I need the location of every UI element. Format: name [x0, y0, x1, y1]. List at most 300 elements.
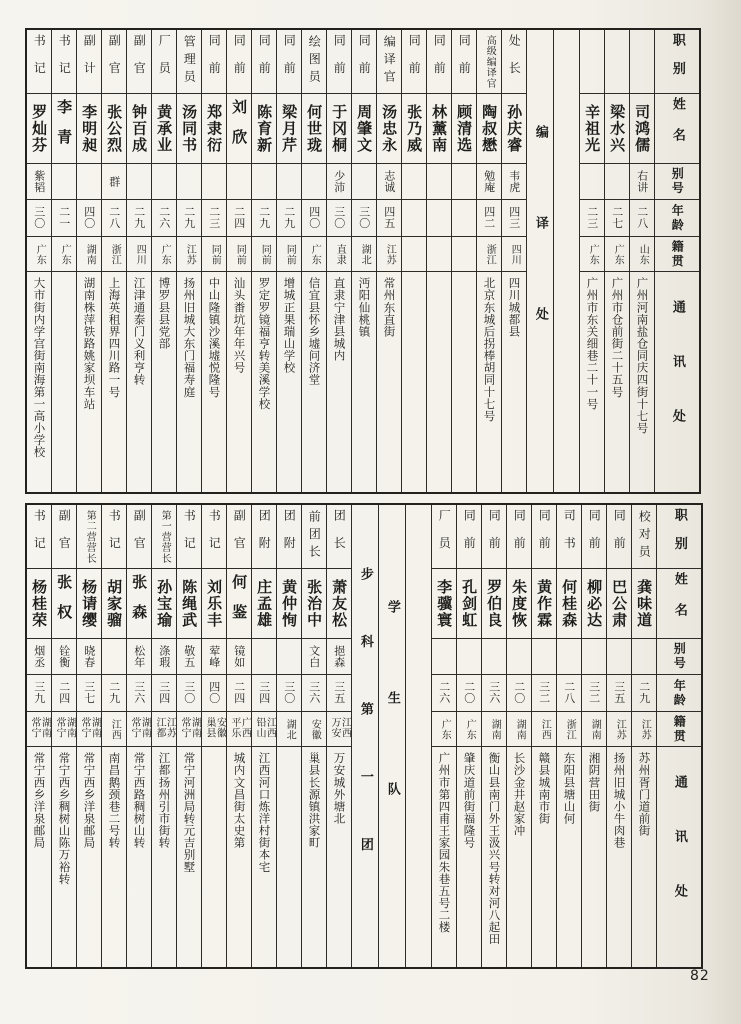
address-cell: [557, 747, 581, 967]
alias-cell: [202, 164, 226, 200]
address-text: 直隶宁津县城内: [332, 277, 347, 362]
position-label: 同前: [512, 508, 527, 565]
position-label: 同前: [537, 508, 552, 565]
name-cell: [502, 94, 526, 164]
position-cell: [202, 505, 226, 569]
alias-cell: [477, 164, 501, 200]
native-place-text: 湖南常宁: [54, 717, 76, 738]
name-cell: [102, 94, 126, 164]
native-place-text: 广东: [464, 718, 476, 740]
address-text: 广州河南盐仓同庆四街十七号: [635, 277, 650, 434]
name-cell: [605, 94, 629, 164]
age-text: 二四: [232, 681, 246, 705]
alias-cell: [102, 164, 126, 200]
native-place-text: 湖北: [359, 243, 371, 265]
alias-cell: [557, 639, 581, 675]
alias-cell: [605, 164, 629, 200]
person-name: 柳必达: [585, 578, 604, 629]
person-name: 杨桂荣: [30, 578, 49, 629]
position-cell: [302, 30, 326, 94]
address-text: 湘阴营田街: [587, 752, 602, 813]
position-label: 同前: [407, 33, 422, 90]
native-place-cell: [252, 237, 276, 272]
age-cell: [482, 675, 506, 712]
age-text: 二八: [562, 681, 576, 705]
person-column: [252, 30, 277, 492]
native-place-cell: [502, 237, 526, 272]
address-text: 沔阳仙桃镇: [357, 277, 372, 338]
position-cell: [277, 505, 301, 569]
native-place-text: 浙江: [564, 718, 576, 740]
age-text: 三四: [157, 681, 171, 705]
alias-cell: [27, 639, 51, 675]
native-place-text: 湖南常宁: [179, 717, 201, 738]
native-place-text: 山东: [637, 243, 649, 265]
position-label: 管理员: [182, 35, 197, 88]
name-cell: [102, 569, 126, 639]
header-address-label: 通讯处: [669, 300, 685, 464]
age-text: 二六: [437, 681, 451, 705]
position-label: 同前: [432, 33, 447, 90]
address-text: 常宁西路稠树山转: [132, 752, 147, 849]
person-column: [477, 30, 502, 492]
native-place-text: 江西: [539, 718, 551, 740]
age-text: 二八: [635, 206, 649, 230]
section-divider-column: [379, 505, 406, 967]
position-label: 副官: [132, 508, 147, 565]
header-position-cell: [657, 505, 701, 569]
alias-cell: [582, 639, 606, 675]
native-place-cell: [202, 712, 226, 747]
native-place-cell: [352, 237, 376, 272]
position-cell: [605, 30, 629, 94]
person-name: 何鉴: [230, 573, 249, 634]
address-cell: [327, 272, 351, 492]
person-column: [227, 30, 252, 492]
person-column: [327, 30, 352, 492]
native-place-cell: [432, 712, 456, 747]
name-cell: [432, 569, 456, 639]
native-place-cell: [52, 712, 76, 747]
address-text: 城内文昌街太史第: [232, 752, 247, 849]
address-cell: [605, 272, 629, 492]
native-place-cell: [605, 237, 629, 272]
age-cell: [507, 675, 531, 712]
name-cell: [77, 94, 101, 164]
position-label: 前团长: [307, 510, 322, 563]
address-text: 广州市第四甫王家园朱巷五号二楼: [437, 752, 452, 934]
position-cell: [477, 30, 501, 94]
age-text: 二九: [107, 681, 121, 705]
address-text: 肇庆道前街福隆号: [462, 752, 477, 849]
person-column: [507, 505, 532, 967]
person-name: 杨请缨: [80, 578, 99, 629]
age-cell: [152, 200, 176, 237]
section-divider-column: [352, 505, 379, 967]
person-column: [452, 30, 477, 492]
address-text: 常宁西乡稠树山陈万裕转: [57, 752, 72, 885]
alias-cell: [580, 164, 604, 200]
native-place-text: 广西平乐: [229, 717, 251, 738]
native-place-cell: [402, 237, 426, 272]
alias-text: 涤瑕: [157, 644, 171, 669]
position-cell: [127, 505, 151, 569]
age-cell: [277, 675, 301, 712]
native-place-cell: [457, 712, 481, 747]
age-text: 三六: [132, 681, 146, 705]
position-cell: [630, 30, 654, 94]
name-cell: [27, 569, 51, 639]
native-place-text: 广东: [309, 243, 321, 265]
address-text: 东阳县塘山何: [562, 752, 577, 825]
position-cell: [52, 505, 76, 569]
age-cell: [227, 675, 251, 712]
person-column: [377, 30, 402, 492]
person-column: [102, 30, 127, 492]
alias-text: 挹森: [332, 644, 346, 669]
address-text: 扬州旧城小牛肉巷: [612, 752, 627, 849]
age-cell: [502, 200, 526, 237]
name-cell: [532, 569, 556, 639]
native-place-cell: [102, 237, 126, 272]
position-label: 同前: [232, 33, 247, 90]
alias-cell: [202, 639, 226, 675]
position-label: 副官: [107, 33, 122, 90]
position-label: 同前: [332, 33, 347, 90]
person-name: 孙庆睿: [505, 103, 524, 154]
name-cell: [477, 94, 501, 164]
age-text: 二八: [107, 206, 121, 230]
native-place-cell: [77, 237, 101, 272]
address-cell: [302, 747, 326, 967]
person-name: 李青: [55, 98, 74, 159]
person-name: 罗伯良: [485, 578, 504, 629]
age-cell: [202, 675, 226, 712]
age-cell: [632, 675, 656, 712]
alias-cell: [277, 164, 301, 200]
name-cell: [377, 94, 401, 164]
age-cell: [302, 200, 326, 237]
native-place-cell: [77, 712, 101, 747]
alias-text: 勉庵: [482, 169, 496, 194]
position-label: 书记: [207, 508, 222, 565]
native-place-cell: [202, 237, 226, 272]
position-cell: [27, 505, 51, 569]
address-cell: [532, 747, 556, 967]
age-text: 二六: [157, 206, 171, 230]
person-column: [457, 505, 482, 967]
position-label: 同前: [462, 508, 477, 565]
name-cell: [302, 569, 326, 639]
age-text: 四二: [482, 206, 496, 230]
age-cell: [327, 200, 351, 237]
age-cell: [202, 200, 226, 237]
age-cell: [77, 200, 101, 237]
person-name: 张公烈: [105, 103, 124, 154]
position-label: 高级编译官: [484, 34, 496, 89]
empty-cell: [554, 30, 579, 492]
alias-cell: [302, 639, 326, 675]
alias-cell: [177, 639, 201, 675]
address-cell: [377, 272, 401, 492]
age-cell: [327, 675, 351, 712]
alias-cell: [252, 639, 276, 675]
alias-cell: [127, 164, 151, 200]
person-name: 陶叔懋: [480, 103, 499, 154]
person-name: 林薰南: [430, 103, 449, 154]
position-cell: [302, 505, 326, 569]
age-text: 二〇: [512, 681, 526, 705]
position-cell: [607, 505, 631, 569]
header-column: [657, 505, 701, 967]
native-place-text: 江西万安: [329, 717, 351, 738]
position-cell: [152, 505, 176, 569]
header-address-cell: [657, 747, 701, 967]
alias-text: 晓春: [82, 644, 96, 669]
age-cell: [127, 675, 151, 712]
address-cell: [580, 272, 604, 492]
person-name: 孙宝瑜: [155, 578, 174, 629]
address-text: 扬州旧城大东门福寿庭: [182, 277, 197, 398]
alias-cell: [227, 164, 251, 200]
alias-text: 松年: [132, 644, 146, 669]
header-alias-cell: [655, 164, 699, 200]
person-column: [605, 30, 630, 492]
address-text: 江津通泰门义利亨转: [132, 277, 147, 386]
age-text: 二九: [637, 681, 651, 705]
address-text: 中山隆镇沙溪墟悦隆号: [207, 277, 222, 398]
alias-cell: [402, 164, 426, 200]
address-text: 江西河口炼洋村街本宅: [257, 752, 272, 873]
alias-cell: [102, 639, 126, 675]
age-cell: [457, 675, 481, 712]
age-cell: [452, 200, 476, 237]
position-label: 副官: [132, 33, 147, 90]
person-column: [582, 505, 607, 967]
age-text: 四五: [382, 206, 396, 230]
position-label: 团长: [332, 508, 347, 565]
age-text: 三四: [257, 681, 271, 705]
name-cell: [227, 94, 251, 164]
age-text: 三〇: [357, 206, 371, 230]
age-text: 三二: [587, 681, 601, 705]
alias-text: 紫韬: [32, 169, 46, 194]
position-cell: [427, 30, 451, 94]
person-name: 司鸿儒: [633, 103, 652, 154]
name-cell: [607, 569, 631, 639]
position-cell: [77, 30, 101, 94]
person-name: 梁水兴: [608, 103, 627, 154]
person-column: [302, 30, 327, 492]
age-cell: [102, 675, 126, 712]
person-name: 钟百成: [130, 103, 149, 154]
age-text: 四〇: [82, 206, 96, 230]
age-cell: [377, 200, 401, 237]
address-cell: [457, 747, 481, 967]
alias-cell: [632, 639, 656, 675]
person-name: 黄仲恂: [280, 578, 299, 629]
address-cell: [327, 747, 351, 967]
position-cell: [152, 30, 176, 94]
position-label: 同前: [207, 33, 222, 90]
alias-cell: [152, 164, 176, 200]
age-text: 三二: [537, 681, 551, 705]
age-text: 三六: [487, 681, 501, 705]
native-place-cell: [482, 712, 506, 747]
native-place-text: 湖南常宁: [79, 717, 101, 738]
position-cell: [227, 505, 251, 569]
name-cell: [52, 94, 76, 164]
native-place-cell: [327, 237, 351, 272]
person-column: [302, 505, 327, 967]
native-place-text: 湖南常宁: [129, 717, 151, 738]
position-cell: [202, 30, 226, 94]
header-alias-label: 别号: [672, 642, 687, 671]
alias-text: 镜如: [232, 644, 246, 669]
age-text: 二九: [182, 206, 196, 230]
person-name: 黄承业: [155, 103, 174, 154]
position-cell: [502, 30, 526, 94]
person-column: [102, 505, 127, 967]
alias-cell: [502, 164, 526, 200]
header-age-cell: [655, 200, 699, 237]
person-column: [127, 505, 152, 967]
age-cell: [52, 200, 76, 237]
native-place-text: 同前: [234, 243, 246, 265]
age-cell: [127, 200, 151, 237]
name-cell: [152, 569, 176, 639]
address-cell: [302, 272, 326, 492]
position-label: 同前: [612, 508, 627, 565]
name-cell: [457, 569, 481, 639]
age-text: 三〇: [32, 206, 46, 230]
native-place-text: 江苏江都: [154, 717, 176, 738]
address-cell: [77, 272, 101, 492]
register-table-bottom: [25, 503, 703, 969]
person-column: [402, 30, 427, 492]
address-cell: [177, 272, 201, 492]
person-column: [427, 30, 452, 492]
age-cell: [27, 200, 51, 237]
address-cell: [227, 747, 251, 967]
age-cell: [582, 675, 606, 712]
age-cell: [152, 675, 176, 712]
name-cell: [582, 569, 606, 639]
alias-cell: [352, 164, 376, 200]
name-cell: [252, 94, 276, 164]
position-label: 团附: [282, 508, 297, 565]
section-divider-cell: [352, 505, 378, 967]
name-cell: [482, 569, 506, 639]
position-cell: [352, 30, 376, 94]
person-name: 张森: [130, 573, 149, 634]
native-place-text: 湖北: [284, 718, 296, 740]
native-place-cell: [177, 712, 201, 747]
age-cell: [252, 675, 276, 712]
native-place-text: 江苏: [639, 718, 651, 740]
person-name: 梁月芹: [280, 103, 299, 154]
native-place-text: 湖南: [589, 718, 601, 740]
address-cell: [127, 272, 151, 492]
alias-cell: [607, 639, 631, 675]
native-place-cell: [302, 712, 326, 747]
section-label: 学生队: [384, 599, 400, 873]
address-text: 北京东城后拐棒胡同十七号: [482, 277, 497, 422]
address-cell: [482, 747, 506, 967]
position-cell: [452, 30, 476, 94]
person-name: 李骥寰: [435, 578, 454, 629]
header-native-place-cell: [657, 712, 701, 747]
person-column: [432, 505, 457, 967]
age-cell: [605, 200, 629, 237]
header-native-place-label: 籍贯: [672, 714, 687, 744]
section-label: 步科第一团: [357, 567, 373, 905]
native-place-cell: [532, 712, 556, 747]
age-text: 三〇: [332, 206, 346, 230]
person-name: 胡家骝: [105, 578, 124, 629]
address-cell: [52, 272, 76, 492]
header-name-label: 姓名: [671, 572, 687, 635]
alias-cell: [532, 639, 556, 675]
person-column: [327, 505, 352, 967]
age-cell: [432, 675, 456, 712]
alias-cell: [507, 639, 531, 675]
register-table-top: [25, 28, 701, 494]
position-cell: [177, 505, 201, 569]
header-position-label: 职别: [671, 507, 687, 566]
native-place-text: 广东: [439, 718, 451, 740]
person-column: [580, 30, 605, 492]
position-label: 团附: [257, 508, 272, 565]
address-text: 江都扬州引市街转: [157, 752, 172, 849]
position-cell: [532, 505, 556, 569]
name-cell: [252, 569, 276, 639]
position-cell: [432, 505, 456, 569]
person-name: 李明昶: [80, 103, 99, 154]
address-cell: [252, 747, 276, 967]
position-label: 同前: [587, 508, 602, 565]
header-address-label: 通讯处: [671, 775, 687, 939]
person-name: 罗灿芬: [30, 103, 49, 154]
age-text: 二一: [57, 206, 71, 230]
position-label: 第二营营长: [84, 509, 96, 564]
position-label: 书记: [182, 508, 197, 565]
alias-cell: [177, 164, 201, 200]
native-place-cell: [277, 712, 301, 747]
position-label: 书记: [57, 33, 72, 90]
name-cell: [632, 569, 656, 639]
alias-cell: [630, 164, 654, 200]
native-place-text: 广东: [34, 243, 46, 265]
position-label: 第一营营长: [159, 509, 171, 564]
age-cell: [177, 675, 201, 712]
age-text: 四三: [507, 206, 521, 230]
alias-text: 敬五: [182, 644, 196, 669]
native-place-cell: [52, 237, 76, 272]
age-text: 二七: [610, 206, 624, 230]
person-column: [77, 30, 102, 492]
address-text: 大市街内学宫街南海第一高小学校: [32, 277, 47, 459]
person-name: 汤忠永: [380, 103, 399, 154]
name-cell: [177, 569, 201, 639]
person-name: 顾清选: [455, 103, 474, 154]
header-position-label: 职别: [669, 32, 685, 91]
native-place-cell: [277, 237, 301, 272]
address-text: 常州东直街: [382, 277, 397, 338]
alias-text: 荤峰: [207, 644, 221, 669]
alias-text: 志诚: [382, 169, 396, 194]
person-column: [127, 30, 152, 492]
